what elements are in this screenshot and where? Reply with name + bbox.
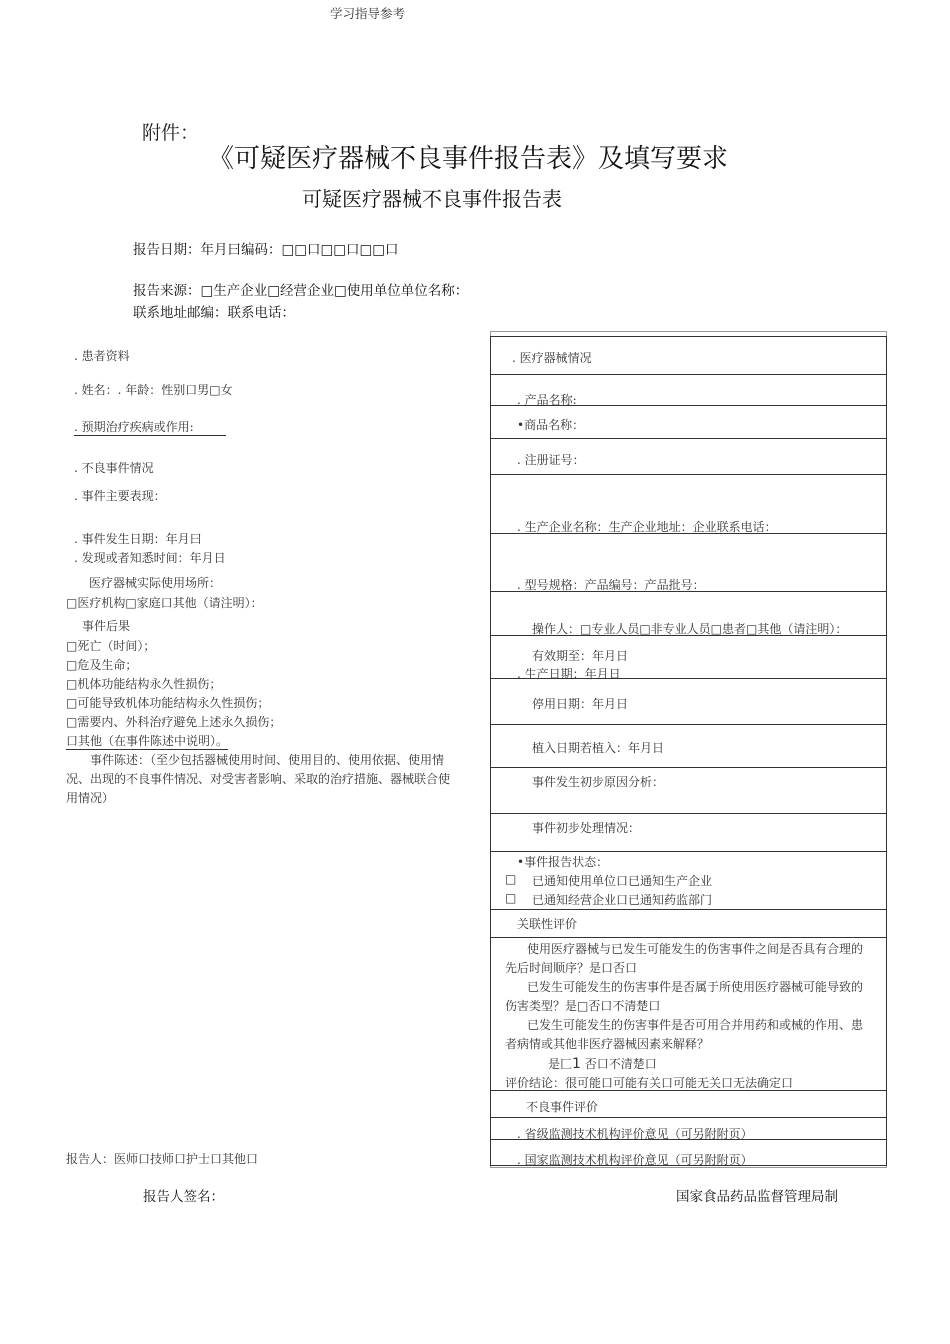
row-divider xyxy=(490,767,887,768)
contact-line: 联系地址邮编：联系电话： xyxy=(133,305,295,321)
patient-section-heading: . 患者资料 xyxy=(74,349,130,363)
consequence-label: 事件后果 xyxy=(82,619,131,633)
row-divider xyxy=(490,1117,887,1118)
checkbox-status-row-2: □ xyxy=(505,891,517,905)
main-title: 《可疑医疗器械不良事件报告表》及填写要求 xyxy=(208,144,729,174)
main-manifestation-field: . 事件主要表现： xyxy=(74,489,166,503)
report-source-line: 报告来源：□生产企业□经营企业□使用单位单位名称： xyxy=(133,283,469,299)
table-right-border xyxy=(886,336,887,1166)
row-divider xyxy=(490,438,887,439)
row-divider xyxy=(490,937,887,938)
reporter-field: 报告人：医师口技师口护士口其他口 xyxy=(66,1152,259,1166)
event-statement: 事件陈述：（至少包括器械使用时间、使用目的、使用依据、使用情况、出现的不良事件情况、对受害者影响、采取的治疗措施、器械联合使用情况） xyxy=(66,753,451,805)
discover-date-field: . 发现或者知悉时间：年月日 xyxy=(74,551,226,565)
row-divider xyxy=(490,813,887,814)
answer-no-unclear: 否口不清楚口 xyxy=(584,1057,657,1071)
manufacturer-field: . 生产企业名称：生产企业地址：企业联系电话： xyxy=(517,520,777,534)
product-name-field: . 产品名称: xyxy=(517,393,577,407)
consequence-death: □死亡（时间）； xyxy=(66,639,156,653)
report-status-row-2: 已通知经营企业口已通知药监部门 xyxy=(532,893,713,907)
expected-treatment-field: . 预期治疗疾病或作用: xyxy=(74,418,226,436)
production-date-field: . 生产日期：年月日 xyxy=(517,667,621,681)
device-info-table xyxy=(490,331,887,1168)
model-spec-field: . 型号规格：产品编号：产品批号： xyxy=(517,578,705,592)
sub-title: 可疑医疗器械不良事件报告表 xyxy=(302,187,562,211)
checkbox-status-row-1: □ xyxy=(505,872,517,886)
consequence-possible-permanent-damage: □可能导致机体功能结构永久性损伤； xyxy=(66,696,270,710)
valid-until-field: 有效期至：年月日 xyxy=(532,649,629,663)
handling-field: 事件初步处理情况： xyxy=(532,821,641,835)
row-divider xyxy=(490,336,887,337)
adverse-event-section-heading: . 不良事件情况 xyxy=(74,461,154,475)
row-divider xyxy=(490,851,887,852)
relevance-question-1: 使用医疗器械与已发生可能发生的伤害事件之间是否具有合理的先后时间顺序？是口否口 xyxy=(505,942,864,975)
consequence-life-threatening: □危及生命； xyxy=(66,658,138,672)
consequence-treatment-required: □需要内、外科治疗避免上述永久损伤； xyxy=(66,715,282,729)
national-opinion-field: . 国家监测技术机构评价意见（可另附附页） xyxy=(517,1153,753,1167)
answer-number: 1 xyxy=(572,1056,581,1072)
row-divider xyxy=(490,909,887,910)
row-divider xyxy=(490,474,887,475)
cause-analysis-field: 事件发生初步原因分析： xyxy=(532,775,665,789)
report-status-label: •事件报告状态： xyxy=(517,855,609,869)
report-status-row-1: 已通知使用单位口已通知生产企业 xyxy=(532,874,713,888)
answer-yes: 是匚 xyxy=(548,1057,573,1071)
attachment-label: 附件： xyxy=(142,122,200,144)
reporter-signature-label: 报告人签名： xyxy=(143,1189,224,1205)
relevance-question-3: 已发生可能发生的伤害事件是否可用合并用药和或械的作用、患者病情或其他非医疗器械因素来解释？ xyxy=(505,1018,864,1051)
row-divider xyxy=(490,724,887,725)
evaluation-conclusion: 评价结论：很可能口可能有关口可能无关口无法确定口 xyxy=(505,1076,794,1090)
stop-date-field: 停用日期：年月日 xyxy=(532,697,629,711)
report-date-line: 报告日期：年月曰编码：□□口□□口□□口 xyxy=(133,242,399,258)
operator-field: 操作人：□专业人员□非专业人员□患者□其他（请注明）： xyxy=(532,622,848,636)
relevance-question-2: 已发生可能发生的伤害事件是否属于所使用医疗器械可能导致的伤害类型？是□否口不清楚口 xyxy=(505,980,864,1013)
use-place-options: □医疗机构□家庭口其他（请注明）： xyxy=(66,596,263,610)
event-date-field: . 事件发生日期：年月曰 xyxy=(74,532,202,546)
implant-date-field: 植入日期若植入：年月日 xyxy=(532,741,665,755)
issuer-label: 国家食品药品监督管理局制 xyxy=(676,1189,838,1205)
relevance-q3-answer xyxy=(548,1055,657,1072)
row-divider xyxy=(490,374,887,375)
provincial-opinion-field: . 省级监测技术机构评价意见（可另附附页） xyxy=(517,1127,753,1141)
consequence-other: 口其他（在事件陈述中说明）。 xyxy=(66,734,229,748)
relevance-label: 关联性评价 xyxy=(517,917,578,931)
name-age-sex-field: . 姓名：. 年龄：性别口男□女 xyxy=(74,383,233,397)
table-left-border xyxy=(490,336,491,1166)
registration-number-field: . 注册证号： xyxy=(517,453,585,467)
consequence-permanent-damage: □机体功能结构永久性损伤； xyxy=(66,677,222,691)
use-place-label: 医疗器械实际使用场所： xyxy=(89,576,222,590)
header-note: 学习指导参考 xyxy=(330,6,406,21)
trade-name-field: •商品名称： xyxy=(517,418,585,432)
adverse-event-evaluation-label: 不良事件评价 xyxy=(526,1100,599,1114)
device-section-heading: . 医疗器械情况 xyxy=(512,351,592,365)
